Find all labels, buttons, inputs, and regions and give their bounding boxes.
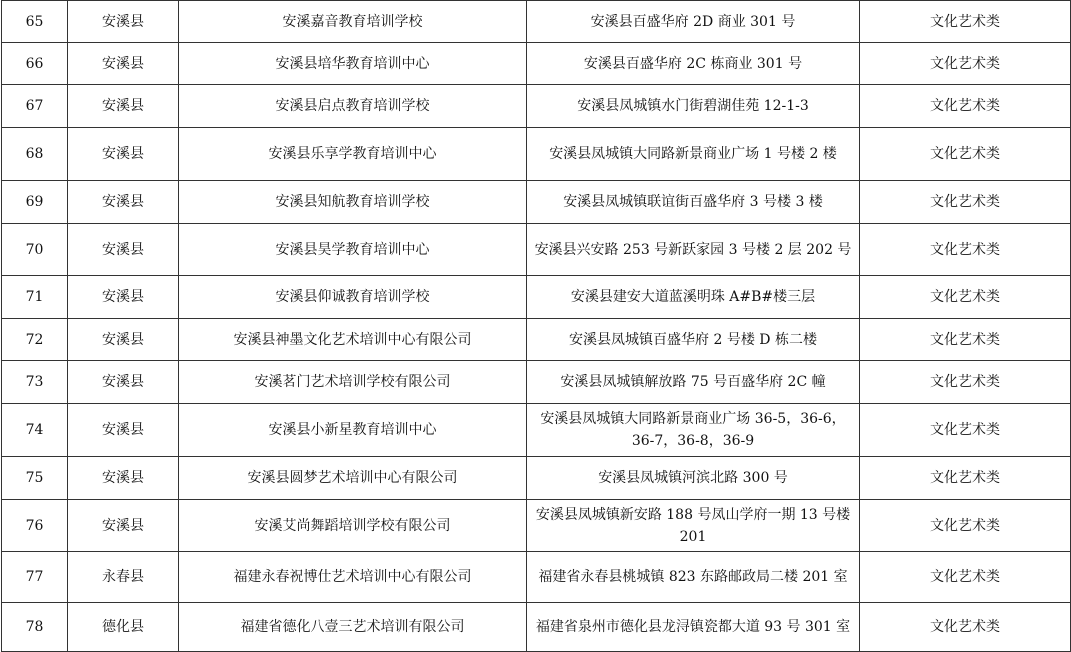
table-row [2, 457, 1071, 500]
county-cell: 安溪县 [68, 43, 179, 85]
row-number: 69 [2, 181, 68, 224]
institution-name-cell: 安溪茗门艺术培训学校有限公司 [179, 361, 527, 404]
county-cell: 永春县 [68, 552, 179, 603]
category-cell: 文化艺术类 [860, 224, 1071, 276]
address-cell: 安溪县百盛华府 2D 商业 301 号 [527, 1, 860, 43]
address-cell: 安溪县建安大道蓝溪明珠 A#B#楼三层 [527, 276, 860, 319]
category-cell: 文化艺术类 [860, 181, 1071, 224]
table-row [2, 603, 1071, 652]
category-cell: 文化艺术类 [860, 319, 1071, 361]
row-number: 78 [2, 603, 68, 652]
category-cell: 文化艺术类 [860, 276, 1071, 319]
institution-name-cell: 安溪县昊学教育培训中心 [179, 224, 527, 276]
table-row [2, 552, 1071, 603]
table-row [2, 43, 1071, 85]
address-cell: 福建省泉州市德化县龙浔镇瓷都大道 93 号 301 室 [527, 603, 860, 652]
category-cell: 文化艺术类 [860, 1, 1071, 43]
table-row [2, 500, 1071, 552]
row-number: 67 [2, 85, 68, 128]
institution-name-cell: 安溪县启点教育培训学校 [179, 85, 527, 128]
address-cell: 安溪县凤城镇大同路新景商业广场 36-5，36-6，36-7，36-8，36-9 [527, 404, 860, 457]
county-cell: 安溪县 [68, 276, 179, 319]
address-cell: 安溪县凤城镇河滨北路 300 号 [527, 457, 860, 500]
table-row [2, 85, 1071, 128]
county-cell: 安溪县 [68, 85, 179, 128]
county-cell: 安溪县 [68, 319, 179, 361]
row-number: 68 [2, 128, 68, 181]
county-cell: 安溪县 [68, 224, 179, 276]
table-row [2, 276, 1071, 319]
row-number: 71 [2, 276, 68, 319]
table-row [2, 128, 1071, 181]
row-number: 74 [2, 404, 68, 457]
institution-name-cell: 安溪县培华教育培训中心 [179, 43, 527, 85]
table-row [2, 361, 1071, 404]
row-number: 77 [2, 552, 68, 603]
table-row [2, 224, 1071, 276]
county-cell: 安溪县 [68, 361, 179, 404]
category-cell: 文化艺术类 [860, 552, 1071, 603]
table-row [2, 404, 1071, 457]
county-cell: 安溪县 [68, 1, 179, 43]
institution-name-cell: 安溪县仰诚教育培训学校 [179, 276, 527, 319]
county-cell: 安溪县 [68, 128, 179, 181]
address-cell: 安溪县凤城镇百盛华府 2 号楼 D 栋二楼 [527, 319, 860, 361]
address-cell: 安溪县兴安路 253 号新跃家园 3 号楼 2 层 202 号 [527, 224, 860, 276]
table-row [2, 319, 1071, 361]
table-row [2, 181, 1071, 224]
county-cell: 安溪县 [68, 181, 179, 224]
row-number: 66 [2, 43, 68, 85]
institution-name-cell: 安溪县知航教育培训学校 [179, 181, 527, 224]
row-number: 75 [2, 457, 68, 500]
institution-name-cell: 福建永春祝博仕艺术培训中心有限公司 [179, 552, 527, 603]
row-number: 72 [2, 319, 68, 361]
category-cell: 文化艺术类 [860, 603, 1071, 652]
institution-name-cell: 安溪县乐享学教育培训中心 [179, 128, 527, 181]
county-cell: 安溪县 [68, 404, 179, 457]
county-cell: 安溪县 [68, 457, 179, 500]
address-cell: 安溪县凤城镇大同路新景商业广场 1 号楼 2 楼 [527, 128, 860, 181]
institution-table [1, 0, 1071, 652]
county-cell: 安溪县 [68, 500, 179, 552]
address-cell: 安溪县凤城镇水门街碧湖佳苑 12-1-3 [527, 85, 860, 128]
row-number: 65 [2, 1, 68, 43]
county-cell: 德化县 [68, 603, 179, 652]
address-cell: 安溪县百盛华府 2C 栋商业 301 号 [527, 43, 860, 85]
category-cell: 文化艺术类 [860, 128, 1071, 181]
category-cell: 文化艺术类 [860, 500, 1071, 552]
institution-name-cell: 安溪艾尚舞蹈培训学校有限公司 [179, 500, 527, 552]
row-number: 76 [2, 500, 68, 552]
table-row [2, 1, 1071, 43]
address-cell: 福建省永春县桃城镇 823 东路邮政局二楼 201 室 [527, 552, 860, 603]
category-cell: 文化艺术类 [860, 457, 1071, 500]
category-cell: 文化艺术类 [860, 85, 1071, 128]
address-cell: 安溪县凤城镇解放路 75 号百盛华府 2C 幢 [527, 361, 860, 404]
institution-name-cell: 安溪县圆梦艺术培训中心有限公司 [179, 457, 527, 500]
address-cell: 安溪县凤城镇联谊街百盛华府 3 号楼 3 楼 [527, 181, 860, 224]
row-number: 73 [2, 361, 68, 404]
institution-name-cell: 安溪嘉音教育培训学校 [179, 1, 527, 43]
category-cell: 文化艺术类 [860, 43, 1071, 85]
institution-name-cell: 安溪县小新星教育培训中心 [179, 404, 527, 457]
address-cell: 安溪县凤城镇新安路 188 号凤山学府一期 13 号楼 201 [527, 500, 860, 552]
row-number: 70 [2, 224, 68, 276]
institution-name-cell: 福建省德化八壹三艺术培训有限公司 [179, 603, 527, 652]
category-cell: 文化艺术类 [860, 361, 1071, 404]
institution-name-cell: 安溪县神墨文化艺术培训中心有限公司 [179, 319, 527, 361]
category-cell: 文化艺术类 [860, 404, 1071, 457]
